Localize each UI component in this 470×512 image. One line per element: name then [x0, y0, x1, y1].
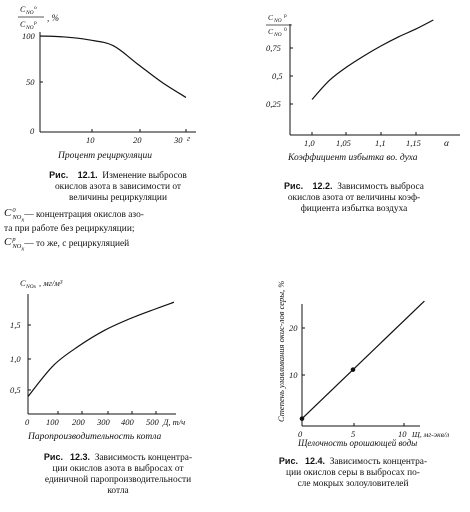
svg-text:C: C — [20, 278, 26, 288]
figure-12-4-chart — [236, 274, 470, 450]
figure-12-4-ytick-10: 10 — [289, 370, 298, 380]
figure-12-3-xtick-300: 300 — [97, 417, 110, 427]
figure-12-2-ytick-025: 0,25 — [266, 99, 281, 109]
figure-12-2-caption — [240, 181, 468, 215]
figure-12-3-caption — [2, 452, 234, 497]
figure-12-4-caption-line-1: Зависимость концентра- — [329, 457, 428, 467]
figure-12-2-ytick-075: 0,75 — [266, 43, 281, 53]
figure-12-2-xtick-1-05: 1,05 — [336, 138, 351, 148]
figure-12-4-x-unit: Щ, мг-экв/л — [412, 430, 450, 439]
figure-12-4-caption — [238, 456, 468, 490]
figure-12-2-xtick-alpha: α — [444, 139, 449, 149]
figure-12-1-ylabel — [18, 5, 59, 31]
figure-12-2-xtick-1-15: 1,15 — [406, 138, 421, 148]
figure-12-3-caption-line-3: единичной паропроизводительности — [44, 475, 192, 485]
svg-text:, мг/м³: , мг/м³ — [39, 278, 63, 288]
svg-text:p: p — [34, 20, 37, 26]
figure-12-3-chart — [0, 274, 235, 450]
svg-text:NOx: NOx — [26, 284, 37, 290]
figure-12-4-caption-number: 12.4. — [304, 456, 326, 466]
svg-text:NO: NO — [274, 18, 282, 24]
svg-text:C: C — [268, 13, 274, 22]
figure-12-1-caption-line-3: величины рециркуляции — [69, 193, 167, 203]
figure-12-1-x-unit: г — [187, 134, 191, 143]
figure-12-3-x-unit: Д, т/ч — [163, 417, 186, 427]
figure-12-3-xtick-100: 100 — [46, 417, 59, 427]
svg-text:C: C — [20, 5, 26, 14]
figure-12-2-xlabel: Коэффициент избытка во. духа — [288, 153, 418, 163]
figure-12-4-caption-label: Рис. — [278, 456, 298, 466]
figure-12-1-ytick-50: 50 — [26, 77, 35, 87]
figure-12-4-data-point-1 — [351, 367, 356, 372]
figure-12-4-caption-line-2: ции окислов серы в выбросах по- — [286, 468, 420, 478]
figure-12-2-ytick-05: 0,5 — [272, 71, 283, 81]
figure-12-2-caption-line-3: фициента избытка воздуха — [300, 204, 408, 214]
figure-12-3-xtick-0: 0 — [25, 417, 30, 427]
legend-symbol-with-recirculation: C p $NO_x$ — [4, 236, 25, 253]
figure-12-2-ylabel — [266, 13, 292, 38]
figure-12-2-chart — [236, 0, 470, 168]
figure-12-4-caption-line-3: сле мокрых золоуловителей — [297, 479, 409, 489]
figure-12-3-caption-label: Рис. — [43, 452, 63, 462]
figure-12-3-ylabel — [20, 278, 63, 290]
figure-12-2-ticks — [290, 48, 416, 135]
figure-12-2-caption-line-1: Зависимость выброса — [337, 182, 424, 192]
figure-12-1-caption-number: 12.1. — [77, 170, 98, 180]
figure-12-3-caption-line-4: котла — [107, 486, 129, 496]
svg-text:NO: NO — [274, 32, 282, 38]
legend-line-3-text: — то же, с рециркуляцией — [24, 238, 130, 249]
figure-12-3-caption-line-1: Зависимость концентра- — [94, 453, 193, 463]
figure-12-2-xtick-1-0: 1,0 — [304, 138, 315, 148]
figure-12-3-ytick-1-5: 1,5 — [10, 320, 21, 330]
svg-text:o: o — [34, 5, 37, 11]
svg-text:NO: NO — [26, 10, 34, 16]
figure-12-3-xtick-500: 500 — [146, 417, 159, 427]
figure-12-4-xtick-0: 0 — [298, 429, 303, 439]
figure-12-3-ticks — [28, 325, 156, 414]
figure-12-2-xtick-1-1: 1,1 — [375, 138, 386, 148]
legend-line-1-text: — концентрация окислов азо- — [24, 209, 144, 220]
svg-text:p: p — [284, 13, 287, 19]
legend-symbol-no-recirculation: C 0 $NO_x$ — [4, 207, 25, 224]
figure-12-1-xtick-30: 30 — [174, 135, 183, 145]
figure-12-4-xlabel: Щелочность орошающей воды — [298, 438, 418, 448]
figure-12-2-caption-line-2: окислов азота от величины коэф- — [287, 193, 421, 203]
figure-12-4-data-point-0 — [300, 416, 305, 421]
legend-line-2-text: та при работе без рециркуляции; — [4, 224, 135, 235]
figure-12-1-caption-label: Рис. — [49, 170, 69, 180]
figure-12-3-ytick-0-5: 0,5 — [10, 385, 21, 395]
figure-12-3-xtick-200: 200 — [72, 417, 85, 427]
figure-12-4-ylabel: Степень улавливания окис-лов серы, % — [276, 280, 286, 422]
figure-12-1-ytick-100: 100 — [22, 31, 35, 41]
figure-12-4-xtick-10: 10 — [398, 429, 407, 439]
figure-12-3-ytick-1-0: 1,0 — [10, 354, 21, 364]
figure-12-1-xlabel: Процент рециркуляции — [58, 151, 152, 161]
figure-12-4-xtick-5: 5 — [351, 429, 356, 439]
figure-12-1-caption-line-2: окислов азота в зависимости от — [54, 182, 182, 192]
figure-12-1-legend — [4, 207, 236, 253]
figure-12-3-caption-number: 12.3. — [69, 452, 91, 462]
figure-12-4-ticks — [302, 328, 404, 426]
figure-12-1-series-line — [40, 36, 186, 97]
figure-12-2-caption-number: 12.2. — [312, 181, 333, 191]
svg-text:, %: , % — [47, 13, 59, 23]
figure-12-1-xtick-10: 10 — [86, 135, 95, 145]
svg-text:0: 0 — [284, 27, 287, 33]
figure-12-1-caption — [2, 170, 234, 204]
figure-12-3-xtick-400: 400 — [121, 417, 134, 427]
svg-text:C: C — [268, 27, 274, 36]
figure-12-1-ytick-0: 0 — [30, 126, 35, 136]
figure-12-1-chart — [0, 0, 235, 168]
figure-12-3-caption-line-2: ции окислов азота в выбросах от — [52, 464, 184, 474]
figure-12-4-series-line — [302, 301, 424, 419]
svg-text:C: C — [20, 20, 26, 29]
figure-12-2-series-line — [312, 20, 433, 100]
figure-12-3-series-line — [28, 302, 174, 396]
figure-12-1-caption-line-1: Изменение выбросов — [102, 171, 187, 181]
svg-text:NO: NO — [26, 25, 34, 31]
figure-12-3-xlabel: Паропроизводительность котла — [28, 432, 162, 442]
figure-12-2-caption-label: Рис. — [284, 181, 304, 191]
figure-12-1-xtick-20: 20 — [133, 135, 142, 145]
figure-12-4-ytick-20: 20 — [289, 323, 298, 333]
